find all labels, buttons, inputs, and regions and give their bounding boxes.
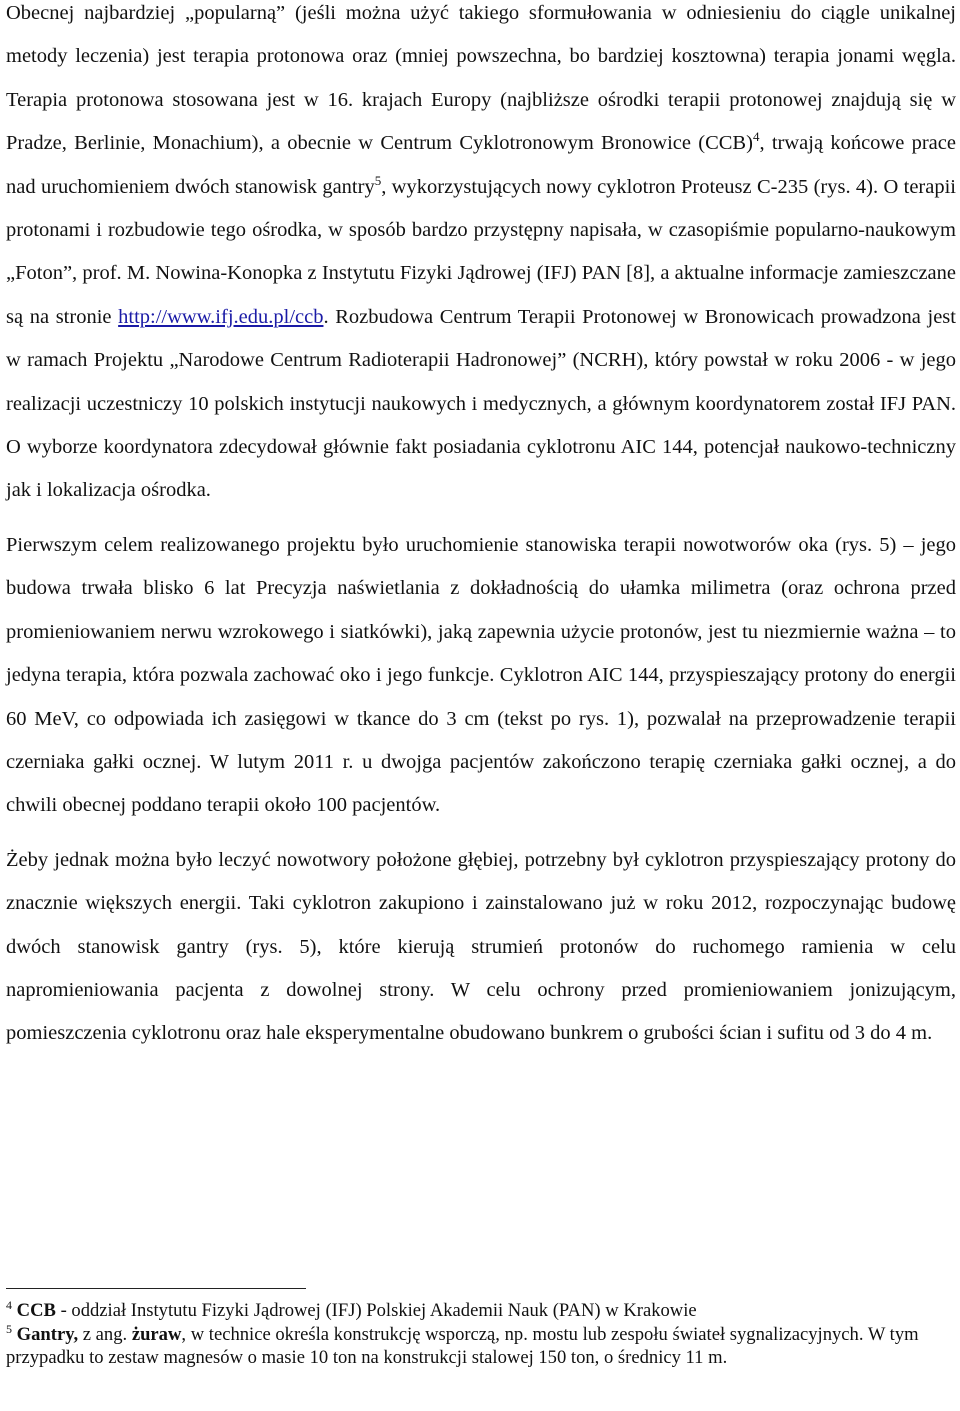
page-body	[6, 0, 956, 1056]
footnote-separator	[6, 1288, 306, 1289]
footnote-ref-5[interactable]: 5	[374, 172, 382, 188]
paragraph-1-text-c: , wykorzystujących nowy cyklotron Proteusz C-235 (rys. 4). O terapii protonami i rozbudowie tego ośrodka, w sposób bardzo przystępny napisała, w czasopiśmie popularno-naukowym „Foton”, prof. M. Nowina-Konopka z Instytutu Fizyki Jądrowej (IFJ) PAN [8], a aktualne informacje zamieszczane są na stronie	[6, 175, 956, 328]
footnote-5-term: Gantry,	[16, 1324, 79, 1345]
footnote-4-term: CCB	[16, 1300, 56, 1321]
ccb-website-link[interactable]: http://www.ifj.edu.pl/ccb	[118, 305, 324, 328]
footnote-5-term2: żuraw	[131, 1324, 182, 1345]
footnote-4-number: 4	[6, 1297, 12, 1312]
paragraph-1	[6, 0, 956, 513]
footnote-5-text: , w technice określa konstrukcję wsporczą, np. mostu lub zespołu świateł sygnalizacyjnych. W tym przypadku to zestaw magnesów o masie 10 ton na konstrukcji stalowej 150 ton, o średnicy 11 m.	[6, 1324, 919, 1368]
paragraph-2: Pierwszym celem realizowanego projektu było uruchomienie stanowiska terapii nowotworów oka (rys. 5) – jego budowa trwała blisko 6 lat Precyzja naświetlania z dokładnością do ułamka milimetra (oraz ochrona przed promieniowaniem nerwu wzrokowego i siatkówki), jaką zapewnia użycie protonów, jest tu niezmiernie ważna – to jedyna terapia, która pozwala zachować oko i jego funkcje. Cyklotron AIC 144, przyspieszający protony do energii 60 MeV, co odpowiada ich zasięgowi w tkance do 3 cm (tekst po rys. 1), pozwalał na przeprowadzenie terapii czerniaka gałki ocznej. W lutym 2011 r. u dwojga pacjentów zakończono terapię czerniaka gałki ocznej, a do chwili obecnej poddano terapii około 100 pacjentów.	[6, 533, 956, 817]
footnote-5-number: 5	[6, 1321, 12, 1336]
paragraph-1-text-d: . Rozbudowa Centrum Terapii Protonowej w Bronowicach prowadzona jest w ramach Projektu „Narodowe Centrum Radioterapii Hadronowej” (NCRH), który powstał w roku 2006 - w jego realizacji uczestniczy 10 polskich instytucji naukowych i medycznych, a głównym koordynatorem został IFJ PAN. O wyborze koordynatora zdecydował głównie fakt posiadania cyklotronu AIC 144, potencjał naukowo-techniczny jak i lokalizacja ośrodka.	[6, 305, 956, 502]
footnote-5	[6, 1323, 950, 1369]
footnote-ref-4[interactable]: 4	[752, 129, 760, 145]
paragraph-1-text-a: Obecnej najbardziej „popularną” (jeśli można użyć takiego sformułowania w odniesieniu do ciągle unikalnej metody leczenia) jest terapia protonowa oraz (mniej powszechna, bo bardziej kosztowna) terapia jonami węgla. Terapia protonowa stosowana jest w 16. krajach Europy (najbliższe ośrodki terapii protonowej znajdują się w Pradze, Berlinie, Monachium), a obecnie w Centrum Cyklotronowym Bronowice (CCB)	[6, 2, 956, 155]
paragraph-1-text-b: , trwają końcowe prace nad uruchomieniem dwóch stanowisk gantry	[6, 132, 956, 198]
paragraph-3: Żeby jednak można było leczyć nowotwory położone głębiej, potrzebny był cyklotron przyspieszający protony do znacznie większych energii. Taki cyklotron zakupiono i zainstalowano już w roku 2012, rozpoczynając budowę dwóch stanowisk gantry (rys. 5), które kierują strumień protonów do ruchomego ramienia w celu napromieniowania pacjenta z dowolnej strony. W celu ochrony przed promieniowaniem jonizującym, pomieszczenia cyklotronu oraz hale eksperymentalne obudowano bunkrem o grubości ścian i sufitu od 3 do 4 m.	[6, 848, 956, 1045]
footnote-4	[6, 1299, 950, 1322]
footnote-5-pre: z ang.	[78, 1324, 132, 1345]
footnote-4-text: - oddział Instytutu Fizyki Jądrowej (IFJ) Polskiej Akademii Nauk (PAN) w Krakowie	[55, 1300, 697, 1321]
footnotes	[6, 1299, 950, 1370]
